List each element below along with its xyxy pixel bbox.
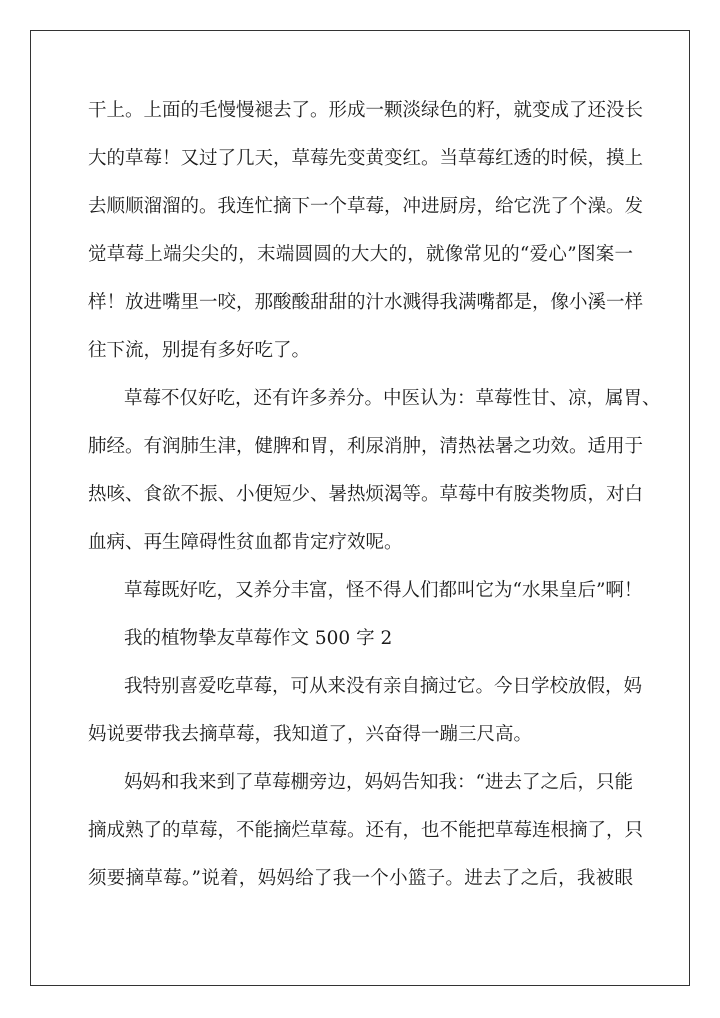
paragraph-4-line-2: 妈说要带我去摘草莓，我知道了，兴奋得一蹦三尺高。 — [88, 724, 533, 745]
paragraph-1-line-6: 往下流，别提有多好吃了。 — [88, 340, 311, 361]
paragraph-2-line-4: 血病、再生障碍性贫血都肯定疗效呢。 — [88, 532, 403, 553]
paragraph-1-line-1: 干上。上面的毛慢慢褪去了。形成一颗淡绿色的籽，就变成了还没长 — [88, 100, 644, 121]
paragraph-2-line-1: 草莓不仅好吃，还有许多养分。中医认为：草莓性甘、凉，属胃、 — [124, 388, 661, 409]
paragraph-1-line-5: 样！放进嘴里一咬，那酸酸甜甜的汁水溅得我满嘴都是，像小溪一样 — [88, 292, 644, 313]
paragraph-1-line-3: 去顺顺溜溜的。我连忙摘下一个草莓，冲进厨房，给它洗了个澡。发 — [88, 196, 644, 217]
paragraph-5-line-3: 须要摘草莓。”说着，妈妈给了我一个小篮子。进去了之后，我被眼 — [88, 868, 633, 889]
paragraph-4-line-1: 我特别喜爱吃草莓，可从来没有亲自摘过它。今日学校放假，妈 — [124, 676, 643, 697]
paragraph-2-line-2: 肺经。有润肺生津，健脾和胃，利尿消肿，清热祛暑之功效。适用于 — [88, 436, 644, 457]
paragraph-5-line-2: 摘成熟了的草莓，不能摘烂草莓。还有，也不能把草莓连根摘了，只 — [88, 820, 644, 841]
section-heading: 我的植物挚友草莓作文 500 字 2 — [124, 628, 393, 649]
paragraph-1-line-2: 大的草莓！又过了几天，草莓先变黄变红。当草莓红透的时候，摸上 — [88, 148, 644, 169]
paragraph-5-line-1: 妈妈和我来到了草莓棚旁边，妈妈告知我：“进去了之后，只能 — [124, 772, 633, 793]
paragraph-3: 草莓既好吃，又养分丰富，怪不得人们都叫它为“水果皇后”啊！ — [124, 580, 643, 601]
paragraph-2-line-3: 热咳、食欲不振、小便短少、暑热烦渴等。草莓中有胺类物质，对白 — [88, 484, 644, 505]
paragraph-1-line-4: 觉草莓上端尖尖的，末端圆圆的大大的，就像常见的“爱心”图案一 — [88, 244, 633, 265]
